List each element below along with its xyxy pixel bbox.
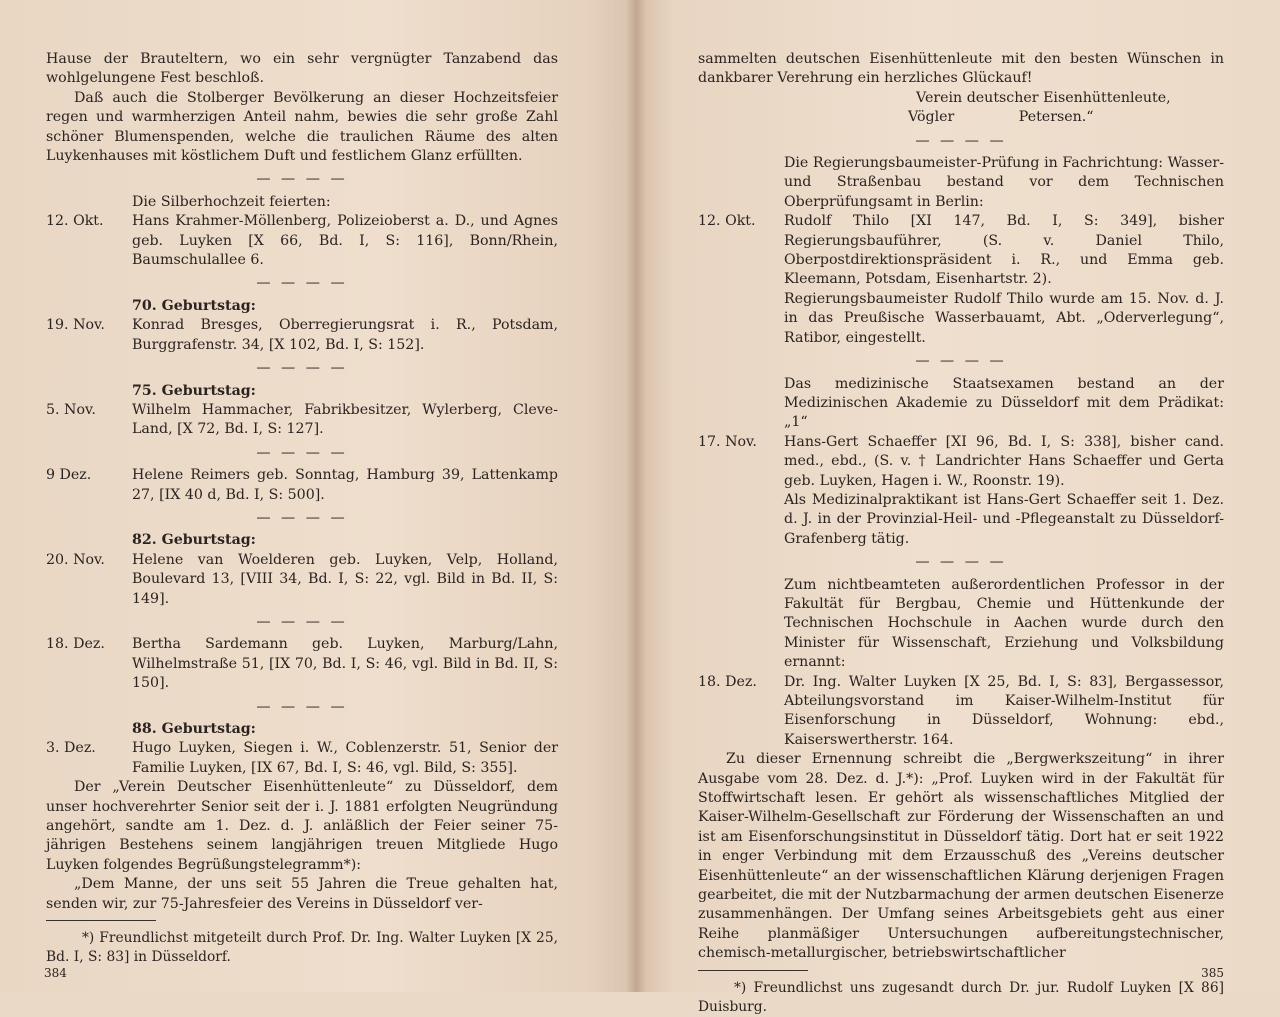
separator: — — — — [256, 360, 348, 377]
entry-silver [46, 212, 558, 270]
section-heading-82: 82. Geburtstag: [132, 532, 256, 549]
signature-line-2: Vögler Petersen.“ [908, 109, 1094, 126]
entry-text: Konrad Bresges, Oberregierungsrat i. R., Potsdam, Burggrafenstr. 34, [X 102, Bd. I, S: 152]. [132, 317, 558, 353]
med-heading: Das medizinische Staatsexamen bestand an der Medizinischen Akademie zu Düsseldorf mit dem Prädikat: „1“ [784, 375, 1224, 431]
exam-note: Regierungsbaumeister Rudolf Thilo wurde am 15. Nov. d. J. in das Preußische Wasserbauamt, Abt. „Oderverlegung“, Ratibor, eingestellt. [784, 290, 1224, 346]
left-page [0, 0, 636, 992]
footnote: *) Freundlichst uns zugesandt durch Dr. jur. Rudolf Luyken [X 86] Duisburg. [698, 979, 1224, 1015]
separator: — — — — [256, 613, 348, 630]
telegram-paragraph: „Dem Manne, der uns seit 55 Jahren die Treue gehalten hat, senden wir, zur 75-Jahresfeier des Vereins in Düsseldorf ver- [46, 876, 558, 912]
entry-date: 18. Dez. [698, 673, 757, 690]
entry-date: 12. Okt. [698, 213, 756, 230]
entry-date: 3. Dez. [46, 740, 96, 757]
entry-text: Hans Krahmer-Möllenberg, Polizeioberst a. D., und Agnes geb. Luyken [X 66, Bd. I, S: 116], Bonn/Rhein, Baumschulallee 6. [132, 213, 558, 269]
med-note: Als Medizinalpraktikant ist Hans-Gert Schaeffer seit 1. Dez. d. J. in der Provinzial-Heil- und -Pflegeanstalt zu Düsseldorf-Grafenberg tätig. [784, 491, 1224, 547]
footnote-rule [698, 970, 808, 971]
section-heading-70: 70. Geburtstag: [132, 297, 256, 314]
entry-82-a [46, 551, 558, 609]
separator: — — — — [256, 444, 348, 461]
entry-exam [698, 212, 1224, 290]
entry-75-a [46, 401, 558, 440]
entry-text: Dr. Ing. Walter Luyken [X 25, Bd. I, S: 83], Bergassessor, Abteilungsvorstand im Kaiser-Wilhelm-Institut für Eisenforschung in Düsseldorf, Wohnung: ebd., Kaiserswertherstr. 164. [784, 673, 1224, 748]
entry-82-b [46, 635, 558, 693]
left-column [46, 50, 558, 967]
entry-date: 19. Nov. [46, 317, 105, 334]
entry-date: 9 Dez. [46, 467, 92, 484]
intro-paragraph-1: Hause der Brauteltern, wo ein sehr vergnügter Tanzabend das wohlgelungene Fest beschloß. [46, 51, 558, 87]
section-heading-75: 75. Geburtstag: [132, 382, 256, 399]
continuation-paragraph: sammelten deutschen Eisenhüttenleute mit den besten Wünschen in dankbarer Verehrung ein herzliches Glückauf! [698, 51, 1224, 87]
separator: — — — — [915, 132, 1007, 149]
entry-text: Helene Reimers geb. Sonntag, Hamburg 39, Lattenkamp 27, [IX 40 d, Bd. I, S: 500]. [132, 467, 558, 503]
entry-prof [698, 673, 1224, 751]
entry-text: Hugo Luyken, Siegen i. W., Coblenzerstr. 51, Senior der Familie Luyken, [IX 67, Bd. I, S: 46, vgl. Bild, S: 355]. [132, 740, 558, 776]
entry-date: 5. Nov. [46, 401, 96, 418]
separator: — — — — [256, 275, 348, 292]
entry-date: 18. Dez. [46, 636, 105, 653]
entry-88 [46, 739, 558, 778]
separator: — — — — [915, 353, 1007, 370]
separator: — — — — [256, 171, 348, 188]
separator: — — — — [256, 509, 348, 526]
footnote-rule [46, 920, 156, 921]
entry-text: Hans-Gert Schaeffer [XI 96, Bd. I, S: 338], bisher cand. med., ebd., (S. v. † Landrichter Hans Schaeffer und Gerta geb. Luyken, Hagen i. W., Roonstr. 19). [784, 433, 1224, 489]
entry-med [698, 433, 1224, 491]
entry-date: 20. Nov. [46, 551, 105, 568]
verein-paragraph: Der „Verein Deutscher Eisenhüttenleute“ zu Düsseldorf, dem unser hochverehrter Senior seit der i. J. 1881 erfolgten Neugründung angehört, sandte am 1. Dez. d. J. anläßlich der Feier seiner 75-jährigen Bestehens seinem langjährigen treuen Mitgliede Hugo Luyken folgendes Begrüßungstelegramm*): [46, 779, 558, 873]
entry-text: Bertha Sardemann geb. Luyken, Marburg/Lahn, Wilhelmstraße 51, [IX 70, Bd. I, S: 46, vgl. Bild in Bd. II, S: 150]. [132, 636, 558, 692]
zeitung-paragraph: Zu dieser Ernennung schreibt die „Bergwerkszeitung“ in ihrer Ausgabe vom 28. Dez. d. J.*): „Prof. Luyken wird in der Fakultät für Stoffwirtschaft lesen. Er gehört als wissenschaftliches Mitglied der Kaiser-Wilhelm-Gesellschaft zur Förderung der Wissenschaften an und ist am Eisenforschungsinstitut in Düsseldorf tätig. Dort hat er seit 1922 in enger Verbindung mit dem Erzausschuß des „Vereins deutscher Eisenhüttenleute“ an der wissenschaftlichen Klärung derjenigen Fragen gearbeitet, die mit der Nutzbarmachung der armen deutschen Eisenerze zusammenhängen. Der Umfang seines Arbeitsgebiets geht aus einer Reihe planmäßiger Untersuchungen aufbereitungstechnischer, chemisch-metallurgischer, betriebswirtschaftlicher [698, 751, 1224, 962]
separator: — — — — [256, 698, 348, 715]
section-heading-silver: Die Silberhochzeit feierten: [132, 193, 331, 210]
entry-text: Wilhelm Hammacher, Fabrikbesitzer, Wylerberg, Cleve-Land, [X 72, Bd. I, S: 127]. [132, 401, 558, 438]
exam-heading: Die Regierungsbaumeister-Prüfung in Fachrichtung: Wasser- und Straßenbau bestand vor dem Technischen Oberprüfungsamt in Berlin: [784, 155, 1224, 210]
page-number: 385 [1201, 966, 1224, 980]
entry-text: Rudolf Thilo [XI 147, Bd. I, S: 349], bisher Regierungsbauführer, (S. v. Daniel Thilo, Oberpostdirektionspräsident i. R., und Emma geb. Kleemann, Potsdam, Eisenhartstr. 2). [784, 213, 1224, 288]
right-column [698, 50, 1224, 1017]
entry-date: 12. Okt. [46, 213, 104, 230]
footnote: *) Freundlichst mitgeteilt durch Prof. Dr. Ing. Walter Luyken [X 25, Bd. I, S: 83] in Düsseldorf. [46, 930, 558, 966]
entry-75-b [46, 466, 558, 505]
book-gutter [626, 0, 646, 992]
separator: — — — — [915, 554, 1007, 571]
page-number: 384 [44, 966, 67, 980]
intro-paragraph-2: Daß auch die Stolberger Bevölkerung an dieser Hochzeitsfeier regen und warmherzigen Anteil nahm, bewies die sehr große Zahl schöner Blumenspenden, welche die traulichen Räume des alten Luykenhauses mit köstlichem Duft und festlichem Glanz erfüllten. [46, 89, 558, 165]
right-page [636, 0, 1280, 1015]
entry-date: 17. Nov. [698, 433, 757, 450]
entry-text: Helene van Woelderen geb. Luyken, Velp, Holland, Boulevard 13, [VIII 34, Bd. I, S: 22, vgl. Bild in Bd. II, S: 149]. [132, 551, 558, 607]
entry-70 [46, 316, 558, 355]
prof-heading: Zum nichtbeamteten außerordentlichen Professor in der Fakultät für Bergbau, Chemie und Hüttenkunde der Technischen Hochschule in Aachen wurde durch den Minister für Wissenschaft, Erziehung und Volksbildung ernannt: [784, 576, 1224, 671]
signature-line-1: Verein deutscher Eisenhüttenleute, [916, 89, 1171, 106]
section-heading-88: 88. Geburtstag: [132, 721, 256, 737]
